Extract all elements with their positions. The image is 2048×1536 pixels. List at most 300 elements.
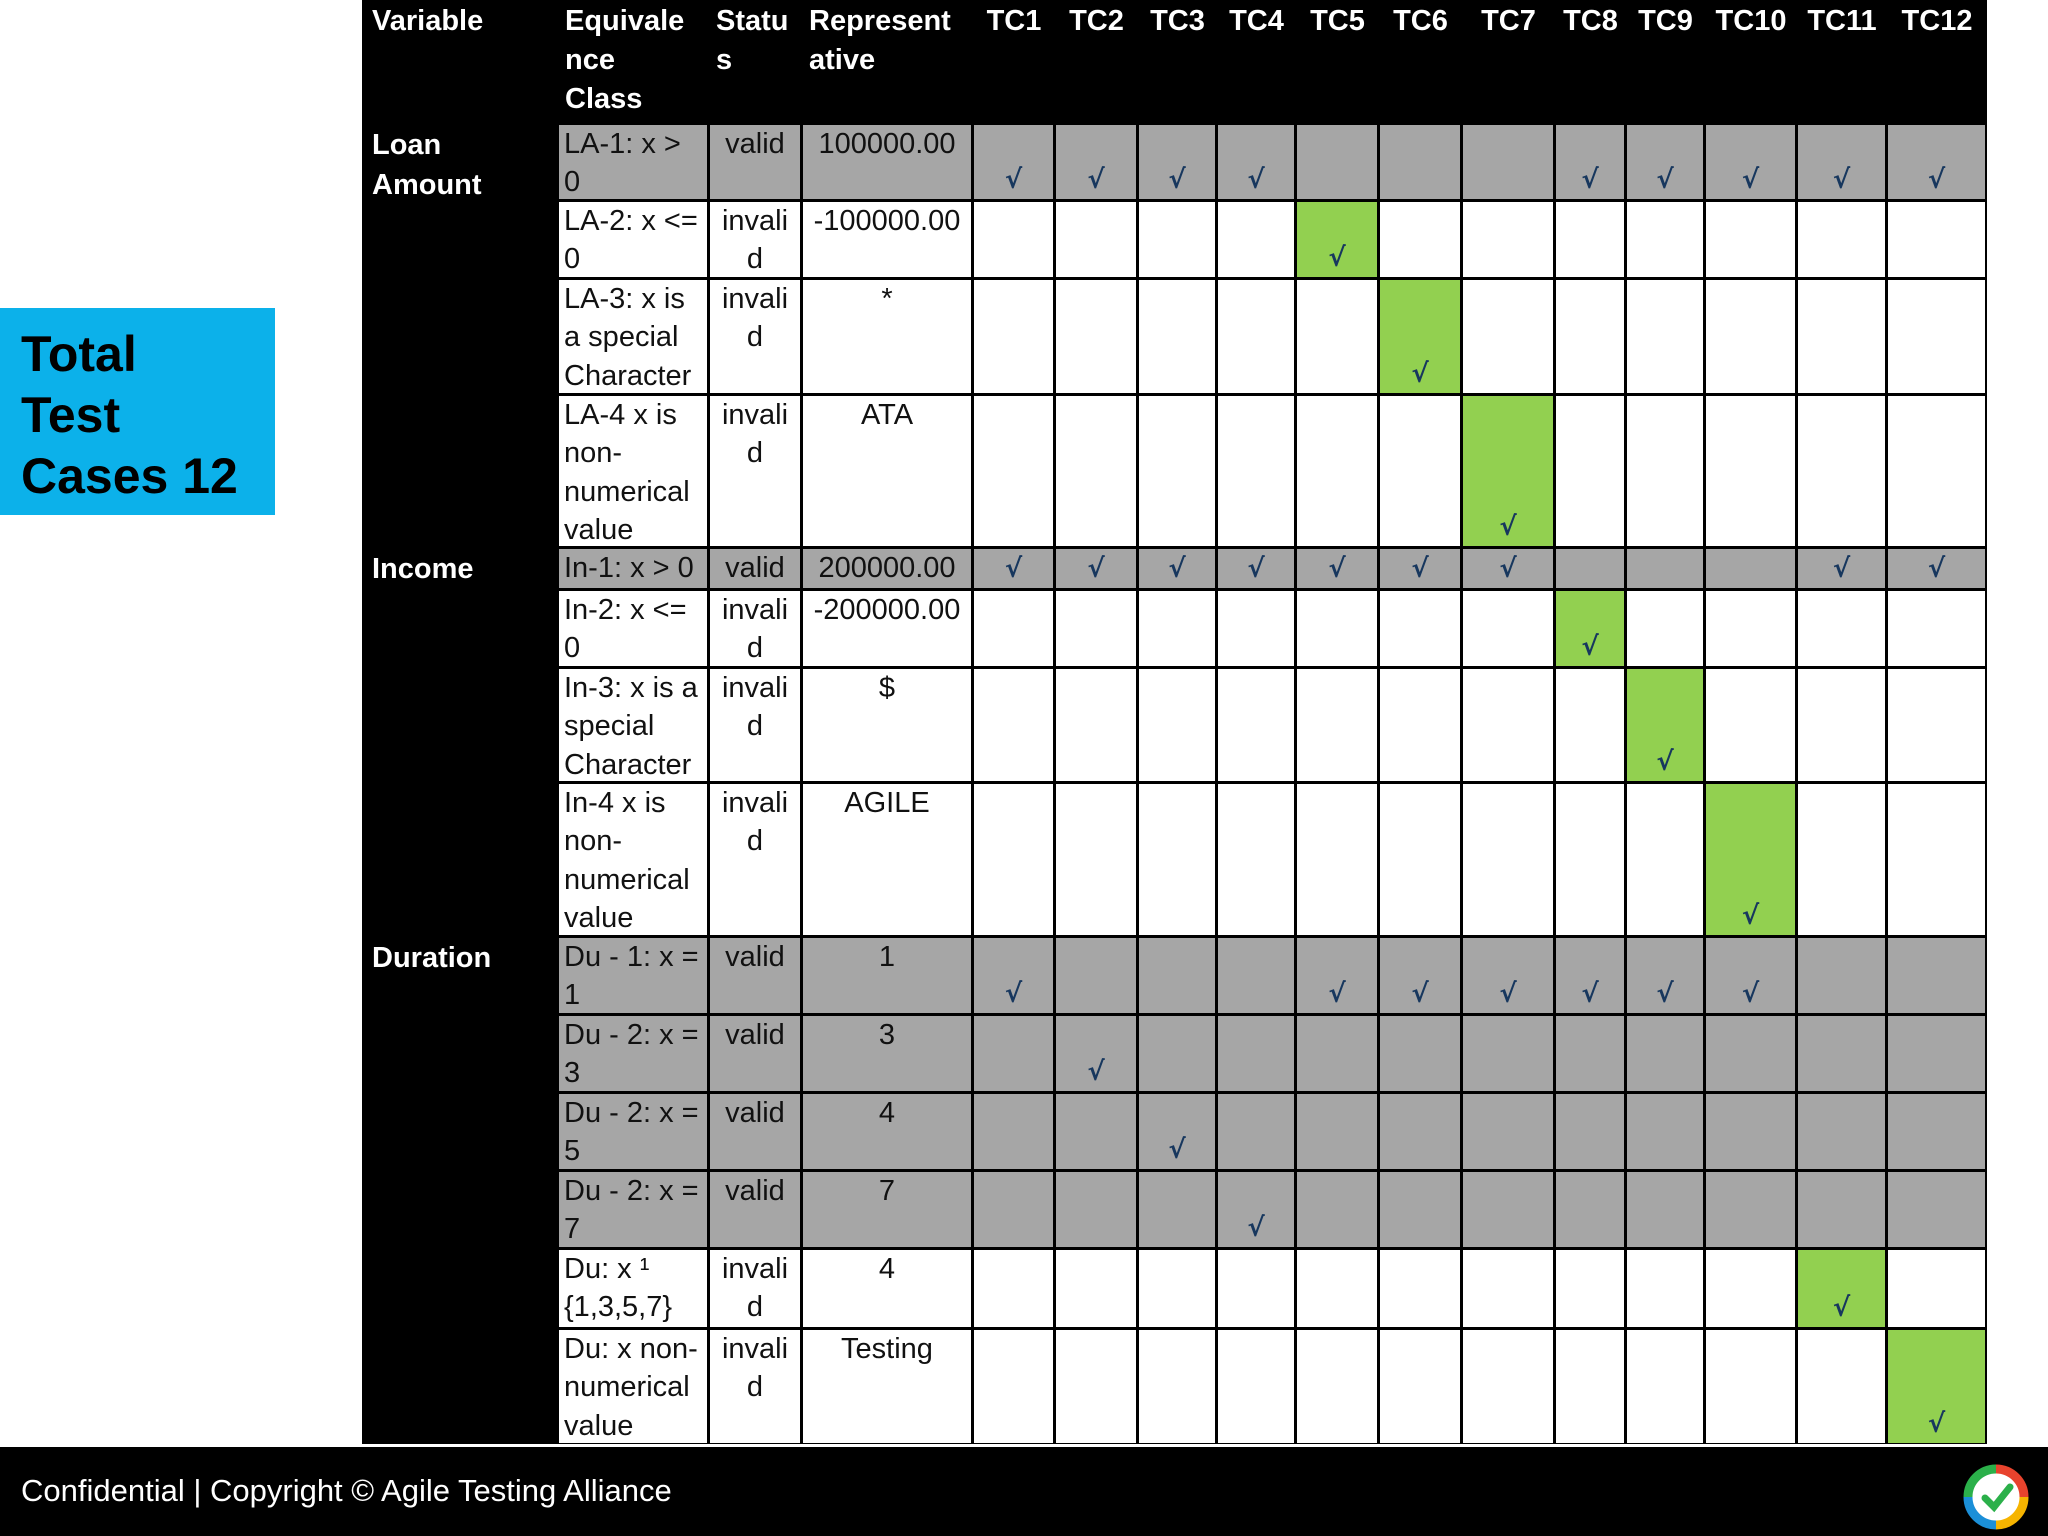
equiv-class-cell <box>559 1250 707 1327</box>
tc-cell <box>1218 938 1294 1013</box>
header-variable: Variable <box>372 5 484 37</box>
tc-cell <box>1706 1250 1795 1327</box>
tc-cell <box>974 784 1053 935</box>
check-mark-icon: √ <box>1656 978 1674 1009</box>
tc-cell <box>1380 1250 1460 1327</box>
header-equivalence-class: Equivale nce Class <box>565 5 685 115</box>
status-text: valid <box>725 1096 785 1129</box>
tc-cell <box>1218 1250 1294 1327</box>
tc-cell <box>1139 591 1215 666</box>
tc-cell <box>1798 202 1885 277</box>
representative-cell <box>803 938 971 1013</box>
check-mark-icon: √ <box>1004 553 1023 584</box>
tc-cell <box>1556 1330 1624 1443</box>
status-cell <box>710 938 800 1013</box>
representative-text: $ <box>878 671 896 704</box>
status-cell <box>710 202 800 277</box>
tc-cell <box>1056 784 1136 935</box>
representative-text: * <box>881 282 893 315</box>
status-cell <box>710 1330 800 1443</box>
tc-cell <box>1139 784 1215 935</box>
tc-cell <box>1627 1172 1703 1247</box>
equivalence-class-table <box>362 0 1987 1444</box>
tc-cell <box>1627 1094 1703 1169</box>
header-tc-7: TC7 <box>1481 5 1536 37</box>
tc-cell <box>1627 396 1703 546</box>
tc-cell <box>1297 669 1377 781</box>
representative-text: 4 <box>878 1096 896 1129</box>
tc-cell <box>1463 1172 1553 1247</box>
tc-cell <box>1798 784 1885 935</box>
variable-label-2: Duration <box>372 942 492 974</box>
check-mark-icon: √ <box>1832 1292 1851 1323</box>
badge-line-2: Test <box>21 387 121 443</box>
tc-cell <box>1463 1250 1553 1327</box>
representative-cell <box>803 591 971 666</box>
equiv-class-text: Du - 2: x = 3 <box>564 1018 699 1089</box>
tc-cell <box>1706 1016 1795 1091</box>
tc-cell <box>1139 1016 1215 1091</box>
tc-cell <box>974 549 1053 588</box>
tc-cell <box>1218 549 1294 588</box>
badge-line-1: Total <box>21 326 137 382</box>
tc-cell <box>1297 396 1377 546</box>
representative-text: 100000.00 <box>818 127 956 160</box>
tc-cell <box>1380 1330 1460 1443</box>
status-cell <box>710 784 800 935</box>
equiv-class-text: Du - 1: x = 1 <box>564 940 699 1011</box>
tc-cell <box>1627 591 1703 666</box>
status-cell <box>710 1016 800 1091</box>
tc-cell <box>1218 125 1294 199</box>
check-mark-icon: √ <box>1328 553 1346 584</box>
header-tc-1: TC1 <box>986 5 1042 37</box>
tc-cell <box>1888 1330 1985 1443</box>
tc-cell <box>1297 1016 1377 1091</box>
check-mark-icon: √ <box>1087 553 1105 584</box>
representative-cell <box>803 125 971 199</box>
equiv-class-cell <box>559 591 707 666</box>
tc-cell <box>1798 280 1885 393</box>
tc-cell <box>1056 125 1136 199</box>
representative-text: AGILE <box>844 786 930 819</box>
badge-line-3: Cases 12 <box>21 448 238 504</box>
equiv-class-cell <box>559 549 707 588</box>
equiv-class-cell <box>559 1172 707 1247</box>
tc-cell <box>974 280 1053 393</box>
check-mark-icon: √ <box>1411 553 1429 584</box>
tc-cell <box>1139 1172 1215 1247</box>
tc-cell <box>1139 396 1215 546</box>
tc-cell <box>1297 1094 1377 1169</box>
equiv-class-text: In-2: x <= 0 <box>564 593 687 664</box>
tc-cell <box>1627 1250 1703 1327</box>
tc-cell <box>1380 125 1460 199</box>
tc-cell <box>1556 938 1624 1013</box>
check-mark-icon: √ <box>1927 164 1946 195</box>
tc-cell <box>1380 1016 1460 1091</box>
tc-cell <box>1139 1094 1215 1169</box>
status-text: invali d <box>721 1332 789 1403</box>
status-text: invali d <box>721 671 789 742</box>
tc-cell <box>974 669 1053 781</box>
tc-cell <box>1888 938 1985 1013</box>
tc-cell <box>1798 1016 1885 1091</box>
check-mark-icon: √ <box>1247 1212 1265 1243</box>
representative-cell <box>803 669 971 781</box>
header-tc-12: TC12 <box>1901 5 1973 37</box>
tc-cell <box>1627 280 1703 393</box>
representative-text: 7 <box>878 1174 896 1207</box>
check-mark-icon: √ <box>1004 164 1023 195</box>
tc-cell <box>1888 125 1985 199</box>
status-text: invali d <box>721 786 789 857</box>
tc-cell <box>1139 938 1215 1013</box>
tc-cell <box>1706 669 1795 781</box>
tc-cell <box>1297 1330 1377 1443</box>
tc-cell <box>1139 202 1215 277</box>
check-mark-icon: √ <box>1656 746 1674 777</box>
tc-cell <box>1706 1330 1795 1443</box>
representative-text: 1 <box>878 940 896 973</box>
tc-cell <box>1556 784 1624 935</box>
tc-cell <box>1139 1330 1215 1443</box>
representative-cell <box>803 202 971 277</box>
check-mark-icon: √ <box>1411 978 1429 1009</box>
header-representative: Represent ative <box>809 5 951 76</box>
check-mark-icon: √ <box>1168 164 1186 195</box>
representative-cell <box>803 280 971 393</box>
check-mark-icon: √ <box>1499 511 1517 542</box>
equiv-class-text: LA-3: x is a special Character <box>564 282 692 392</box>
tc-cell <box>1627 938 1703 1013</box>
status-cell <box>710 125 800 199</box>
representative-text: 3 <box>878 1018 896 1051</box>
status-cell <box>710 549 800 588</box>
equiv-class-text: Du: x ¹ {1,3,5,7} <box>564 1252 673 1323</box>
tc-cell <box>1297 125 1377 199</box>
status-text: valid <box>725 940 785 973</box>
header-tc-8: TC8 <box>1563 5 1618 37</box>
tc-cell <box>1556 1094 1624 1169</box>
check-mark-icon: √ <box>1741 900 1760 931</box>
header-tc-4: TC4 <box>1229 5 1284 37</box>
tc-cell <box>1556 591 1624 666</box>
tc-cell <box>1627 669 1703 781</box>
check-mark-icon: √ <box>1168 553 1186 584</box>
equiv-class-text: In-3: x is a special Character <box>564 671 698 781</box>
tc-cell <box>1056 1330 1136 1443</box>
tc-cell <box>1888 1172 1985 1247</box>
tc-cell <box>1888 280 1985 393</box>
tc-cell <box>1706 938 1795 1013</box>
tc-cell <box>1056 1016 1136 1091</box>
tc-cell <box>1798 669 1885 781</box>
footer-copyright: Confidential | Copyright © Agile Testing Alliance <box>21 1473 672 1508</box>
tc-cell <box>1706 1094 1795 1169</box>
table-grid <box>362 0 1987 1444</box>
check-mark-icon: √ <box>1741 164 1760 195</box>
representative-cell <box>803 1250 971 1327</box>
status-cell <box>710 1250 800 1327</box>
tc-cell <box>1798 1250 1885 1327</box>
representative-text: -200000.00 <box>813 593 961 626</box>
tc-cell <box>1056 591 1136 666</box>
check-mark-icon: √ <box>1168 1134 1186 1165</box>
tc-cell <box>1627 202 1703 277</box>
tc-cell <box>1463 1330 1553 1443</box>
status-text: invali d <box>721 398 789 469</box>
tc-cell <box>1218 669 1294 781</box>
tc-cell <box>1556 1016 1624 1091</box>
tc-cell <box>1463 202 1553 277</box>
tc-cell <box>1380 938 1460 1013</box>
representative-text: Testing <box>841 1332 933 1365</box>
tc-cell <box>1556 280 1624 393</box>
tc-cell <box>1463 784 1553 935</box>
tc-cell <box>1706 1172 1795 1247</box>
tc-cell <box>1139 1250 1215 1327</box>
check-mark-icon: √ <box>1656 164 1674 195</box>
check-mark-icon: √ <box>1328 242 1346 273</box>
tc-cell <box>1056 396 1136 546</box>
status-cell <box>710 280 800 393</box>
tc-cell <box>1380 591 1460 666</box>
variable-label-1: Income <box>372 553 474 585</box>
tc-cell <box>1798 1094 1885 1169</box>
tc-cell <box>1218 202 1294 277</box>
tc-cell <box>1798 938 1885 1013</box>
header-tc-6: TC6 <box>1393 5 1448 37</box>
tc-cell <box>1627 1330 1703 1443</box>
representative-cell <box>803 1172 971 1247</box>
tc-cell <box>1627 784 1703 935</box>
tc-cell <box>1463 549 1553 588</box>
equiv-class-text: Du - 2: x = 7 <box>564 1174 699 1245</box>
tc-cell <box>1297 1172 1377 1247</box>
tc-cell <box>1556 202 1624 277</box>
tc-cell <box>1888 1250 1985 1327</box>
tc-cell <box>1706 125 1795 199</box>
status-text: invali d <box>721 282 789 353</box>
tc-cell <box>1706 396 1795 546</box>
representative-text: ATA <box>860 398 914 431</box>
equiv-class-cell <box>559 938 707 1013</box>
tc-cell <box>1056 938 1136 1013</box>
tc-cell <box>1463 669 1553 781</box>
tc-cell <box>1218 1172 1294 1247</box>
tc-cell <box>1056 1172 1136 1247</box>
check-mark-icon: √ <box>1411 358 1429 389</box>
total-test-cases-badge <box>0 308 275 515</box>
equiv-class-text: In-1: x > 0 <box>564 551 694 584</box>
tc-cell <box>1627 549 1703 588</box>
check-mark-icon: √ <box>1087 1056 1105 1087</box>
tc-cell <box>1380 549 1460 588</box>
tc-cell <box>1888 784 1985 935</box>
representative-text: 200000.00 <box>818 551 956 584</box>
tc-cell <box>1556 1250 1624 1327</box>
tc-cell <box>1218 1094 1294 1169</box>
equiv-class-text: In-4 x is non- numerical value <box>564 786 690 934</box>
tc-cell <box>1297 280 1377 393</box>
tc-cell <box>1056 1250 1136 1327</box>
tc-cell <box>1463 1094 1553 1169</box>
tc-cell <box>1297 591 1377 666</box>
check-mark-icon: √ <box>1087 164 1105 195</box>
tc-cell <box>1798 591 1885 666</box>
tc-cell <box>1888 396 1985 546</box>
tc-cell <box>1139 280 1215 393</box>
tc-cell <box>1056 202 1136 277</box>
tc-cell <box>1463 1016 1553 1091</box>
header-tc-10: TC10 <box>1715 5 1787 37</box>
tc-cell <box>974 202 1053 277</box>
tc-cell <box>1627 125 1703 199</box>
equiv-class-text: LA-4 x is non- numerical value <box>564 398 690 546</box>
tc-cell <box>1888 1094 1985 1169</box>
status-cell <box>710 669 800 781</box>
tc-cell <box>1218 1016 1294 1091</box>
tc-cell <box>1380 396 1460 546</box>
check-mark-icon: √ <box>1247 164 1265 195</box>
status-text: invali d <box>721 593 789 664</box>
representative-cell <box>803 784 971 935</box>
tc-cell <box>1706 280 1795 393</box>
tc-cell <box>1888 549 1985 588</box>
tc-cell <box>1798 549 1885 588</box>
status-text: invali d <box>721 1252 789 1323</box>
status-text: valid <box>725 551 785 584</box>
tc-cell <box>1888 1016 1985 1091</box>
tc-cell <box>1297 784 1377 935</box>
tc-cell <box>974 125 1053 199</box>
tc-cell <box>1463 125 1553 199</box>
status-text: valid <box>725 1174 785 1207</box>
representative-cell <box>803 1016 971 1091</box>
tc-cell <box>974 1094 1053 1169</box>
tc-cell <box>1556 396 1624 546</box>
status-cell <box>710 396 800 546</box>
equiv-class-text: LA-1: x > 0 <box>564 127 681 198</box>
tc-cell <box>1218 784 1294 935</box>
tc-cell <box>1380 1172 1460 1247</box>
tc-cell <box>1706 784 1795 935</box>
check-mark-icon: √ <box>1247 553 1265 584</box>
representative-cell <box>803 396 971 546</box>
equiv-class-cell <box>559 125 707 199</box>
tc-cell <box>1297 202 1377 277</box>
representative-text: -100000.00 <box>813 204 961 237</box>
tc-cell <box>1380 784 1460 935</box>
tc-cell <box>1056 1094 1136 1169</box>
tc-cell <box>1888 591 1985 666</box>
equiv-class-cell <box>559 669 707 781</box>
equiv-class-cell <box>559 784 707 935</box>
tc-cell <box>974 938 1053 1013</box>
tc-cell <box>1798 396 1885 546</box>
tc-cell <box>1888 202 1985 277</box>
status-cell <box>710 1172 800 1247</box>
tc-cell <box>1380 280 1460 393</box>
tc-cell <box>1463 280 1553 393</box>
equiv-class-text: LA-2: x <= 0 <box>564 204 698 275</box>
tc-cell <box>1556 549 1624 588</box>
check-mark-icon: √ <box>1581 978 1599 1009</box>
representative-cell <box>803 1094 971 1169</box>
tc-cell <box>1798 1330 1885 1443</box>
tc-cell <box>974 396 1053 546</box>
header-tc-9: TC9 <box>1638 5 1693 37</box>
tc-cell <box>974 1330 1053 1443</box>
representative-cell <box>803 549 971 588</box>
tc-cell <box>1463 591 1553 666</box>
tc-cell <box>1706 202 1795 277</box>
tc-cell <box>1556 125 1624 199</box>
tc-cell <box>974 591 1053 666</box>
tc-cell <box>1218 396 1294 546</box>
tc-cell <box>1380 1094 1460 1169</box>
check-mark-icon: √ <box>1927 553 1946 584</box>
tc-cell <box>1218 591 1294 666</box>
tc-cell <box>1706 591 1795 666</box>
status-text: valid <box>725 127 785 160</box>
check-mark-icon: √ <box>1499 553 1517 584</box>
check-mark-icon: √ <box>1832 553 1851 584</box>
check-mark-icon: √ <box>1927 1408 1946 1439</box>
status-text: invali d <box>721 204 789 275</box>
tc-cell <box>1218 280 1294 393</box>
header-status: Statu s <box>716 5 789 76</box>
tc-cell <box>1139 549 1215 588</box>
tc-cell <box>1139 125 1215 199</box>
tc-cell <box>974 1250 1053 1327</box>
header-tc-5: TC5 <box>1310 5 1365 37</box>
tc-cell <box>1463 938 1553 1013</box>
footer-bar <box>0 1447 2048 1536</box>
tc-cell <box>1297 1250 1377 1327</box>
check-mark-icon: √ <box>1581 164 1599 195</box>
tc-cell <box>974 1172 1053 1247</box>
tc-cell <box>1056 549 1136 588</box>
tc-cell <box>1297 549 1377 588</box>
tc-cell <box>1056 280 1136 393</box>
tc-cell <box>1556 669 1624 781</box>
variable-label-0: Loan Amount <box>372 129 482 201</box>
tc-cell <box>1380 669 1460 781</box>
tc-cell <box>1139 669 1215 781</box>
tc-cell <box>1056 669 1136 781</box>
equiv-class-cell <box>559 396 707 546</box>
check-mark-icon: √ <box>1328 978 1346 1009</box>
tc-cell <box>1798 125 1885 199</box>
representative-text: 4 <box>878 1252 896 1285</box>
representative-cell <box>803 1330 971 1443</box>
tc-cell <box>1556 1172 1624 1247</box>
tc-cell <box>1627 1016 1703 1091</box>
check-mark-icon: √ <box>1832 164 1851 195</box>
agile-testing-alliance-logo <box>1952 1453 2032 1533</box>
tc-cell <box>1798 1172 1885 1247</box>
equiv-class-cell <box>559 280 707 393</box>
status-cell <box>710 1094 800 1169</box>
status-cell <box>710 591 800 666</box>
equiv-class-cell <box>559 202 707 277</box>
equiv-class-cell <box>559 1016 707 1091</box>
equiv-class-text: Du - 2: x = 5 <box>564 1096 699 1167</box>
tc-cell <box>1706 549 1795 588</box>
tc-cell <box>974 1016 1053 1091</box>
